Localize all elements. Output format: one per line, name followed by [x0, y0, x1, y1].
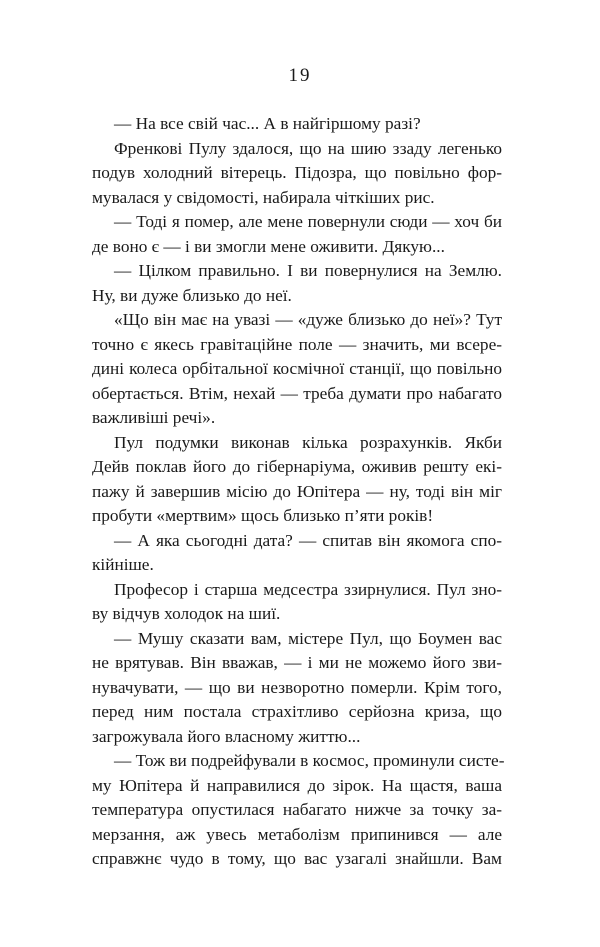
- text-line: — Тоді я помер, але мене повернули сюди — хоч би: [114, 212, 502, 231]
- text-line: нувачувати, — що ви незворотно померли. Крім того,: [92, 677, 502, 697]
- text-line: му Юпітера й направилися до зірок. На щастя, ваша: [92, 775, 502, 795]
- text-line: ву відчув холодок на шиї.: [92, 604, 281, 623]
- text-line: пробути «мертвим» щось близько п’яти років!: [92, 506, 434, 525]
- text-line: кійніше.: [92, 555, 154, 574]
- text-line: «Що він має на увазі — «дуже близько до неї»? Тут: [114, 310, 502, 329]
- text-line: — А яка сьогодні дата? — спитав він якомога спо-: [114, 530, 502, 550]
- text-line: — На все свій час... А в найгіршому разі?: [114, 114, 421, 133]
- text-line: Пул подумки виконав кілька розрахунків. Якби: [114, 432, 502, 452]
- text-line: обертається. Втім, нехай — треба думати про набагато: [92, 383, 502, 403]
- text-line: — Цілком правильно. І ви повернулися на Землю.: [114, 261, 502, 280]
- text-line: — Тож ви подрейфували в космос, проминули систе-: [114, 751, 505, 770]
- text-line: мувалася у свідомості, набирала чіткіших рис.: [92, 187, 435, 207]
- text-line: де воно є — і ви змогли мене оживити. Дякую...: [92, 236, 445, 256]
- text-line: температура опустилася набагато нижче за точку за-: [92, 800, 502, 819]
- text-line: Френкові Пулу здалося, що на шию ззаду легенько: [114, 138, 502, 158]
- text-line: перед ним постала страхітливо серйозна криза, що: [92, 702, 502, 721]
- text-line: дині колеса орбітальної космічної станції, що повільно: [92, 359, 502, 378]
- text-line: мерзання, аж увесь метаболізм припинився — але: [92, 824, 502, 844]
- page-text: [92, 112, 505, 872]
- text-line: подув холодний вітерець. Підозра, що повільно фор-: [92, 163, 502, 182]
- text-line: — Мушу сказати вам, містере Пул, що Боумен вас: [114, 628, 502, 648]
- text-line: Ну, ви дуже близько до неї.: [92, 285, 292, 305]
- text-line: не врятував. Він вважав, — і ми не можемо його зви-: [92, 653, 502, 672]
- page-number: 19: [288, 65, 312, 86]
- text-line: загрожувала його власному життю...: [92, 726, 361, 746]
- text-line: точно є якесь гравітаційне поле — значить, ми всере-: [92, 334, 502, 354]
- text-line: справжнє чудо в тому, що вас узагалі знайшли. Вам: [92, 849, 502, 868]
- text-line: Дейв поклав його до гібернаріума, оживив решту екі-: [92, 457, 502, 476]
- text-line: важливіші речі».: [92, 408, 216, 427]
- text-line: пажу й завершив місію до Юпітера — ну, тоді він міг: [92, 481, 502, 501]
- text-line: Професор і старша медсестра ззирнулися. Пул зно-: [114, 579, 502, 599]
